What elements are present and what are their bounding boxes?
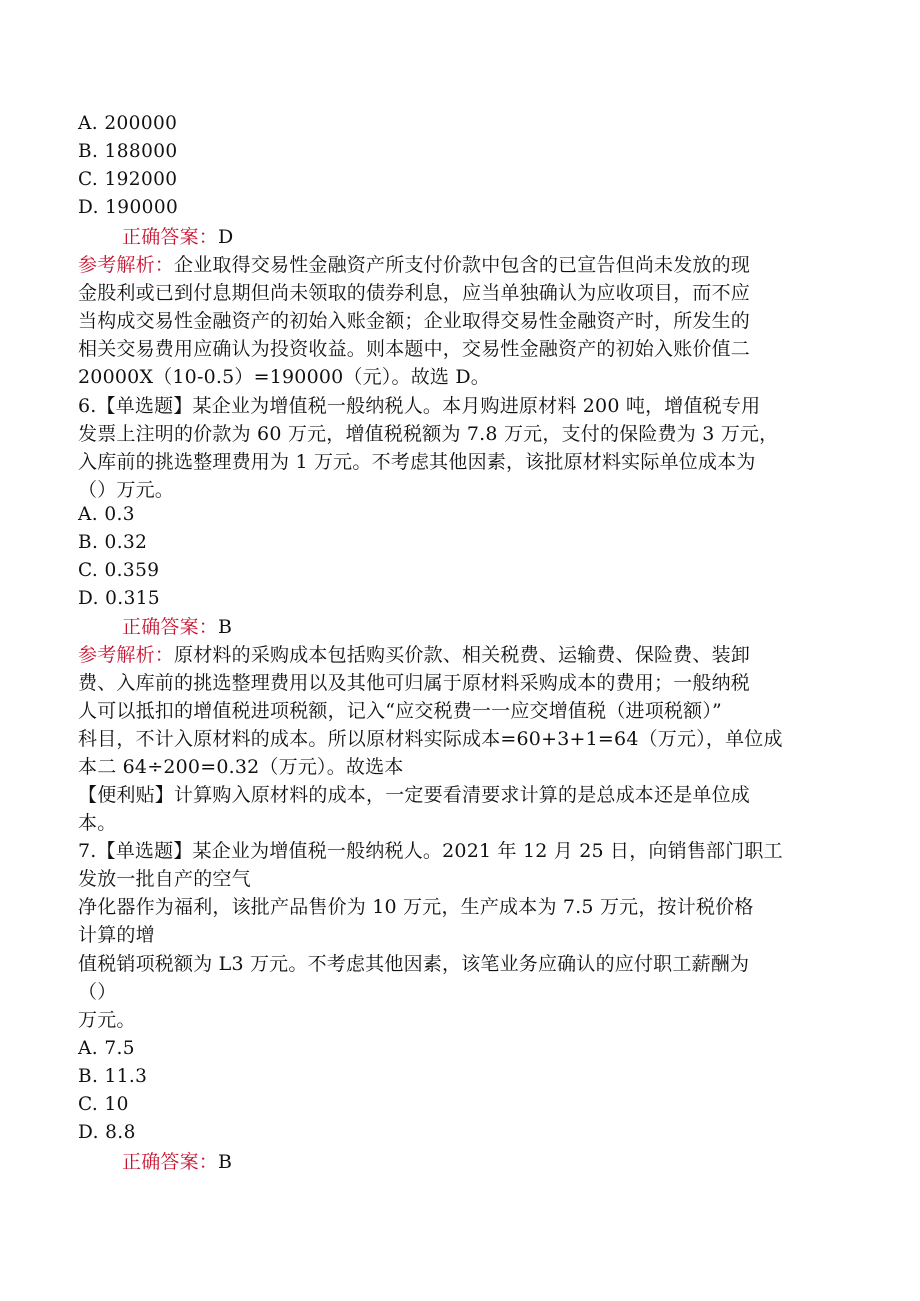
q6-tip-line-2: 本。 xyxy=(78,812,117,834)
q6-option-b: B. 0.32 xyxy=(78,532,148,553)
q6-question-line-3: 入库前的挑选整理费用为 1 万元。不考虑其他因素，该批原材料实际单位成本为 xyxy=(78,451,756,473)
q6-question-line-1: 6.【单选题】某企业为增值税一般纳税人。本月购进原材料 200 吨，增值税专用 xyxy=(78,395,761,417)
q7-option-a: A. 7.5 xyxy=(78,1038,135,1059)
q7-answer xyxy=(122,1150,232,1174)
q7-question-line-2: 发放一批自产的空气 xyxy=(78,868,251,890)
q5-analysis-line-4: 相关交易费用应确认为投资收益。则本题中，交易性金融资产的初始入账价值二 xyxy=(78,338,751,360)
q5-analysis-line-5: 20000X（10-0.5）=190000（元）。故选 D。 xyxy=(78,366,491,388)
q5-answer xyxy=(122,225,233,249)
q6-analysis-label: 参考解析： xyxy=(78,644,175,666)
q6-answer xyxy=(122,615,232,639)
q6-tip-line-1: 【便利贴】计算购入原材料的成本，一定要看清要求计算的是总成本还是单位成 xyxy=(78,784,751,806)
q7-option-b: B. 11.3 xyxy=(78,1066,148,1087)
q5-analysis-line-1 xyxy=(78,253,750,277)
q6-analysis-line-3: 人可以抵扣的增值税进项税额，记入“应交税费一一应交增值税（进项税额）” xyxy=(78,700,722,722)
q7-question-line-4: 计算的增 xyxy=(78,924,155,946)
q6-answer-label: 正确答案： xyxy=(122,616,219,638)
q6-analysis-line-1 xyxy=(78,643,750,667)
q7-question-line-3: 净化器作为福利，该批产品售价为 10 万元，生产成本为 7.5 万元，按计税价格 xyxy=(78,896,754,918)
q6-analysis-text-1: 原材料的采购成本包括购买价款、相关税费、运输费、保险费、装卸 xyxy=(174,644,751,666)
q6-answer-value: B xyxy=(218,616,233,638)
q6-question-line-2: 发票上注明的价款为 60 万元，增值税税额为 7.8 万元，支付的保险费为 3 万元， xyxy=(78,423,779,445)
q7-question-line-1: 7.【单选题】某企业为增值税一般纳税人。2021 年 12 月 25 日，向销售部门职工 xyxy=(78,840,783,862)
q5-answer-value: D xyxy=(218,226,234,248)
q5-option-d: D. 190000 xyxy=(78,197,179,218)
q7-option-c: C. 10 xyxy=(78,1094,129,1115)
q6-analysis-line-2: 费、入库前的挑选整理费用以及其他可归属于原材料采购成本的费用；一般纳税 xyxy=(78,672,751,694)
q6-option-a: A. 0.3 xyxy=(78,504,135,525)
q5-analysis-text-1: 企业取得交易性金融资产所支付价款中包含的已宣告但尚未发放的现 xyxy=(174,254,751,276)
q6-analysis-line-5: 本二 64÷200=0.32（万元）。故选本 xyxy=(78,756,404,778)
q5-analysis-line-3: 当构成交易性金融资产的初始入账金额；企业取得交易性金融资产时，所发生的 xyxy=(78,310,751,332)
q5-option-a: A. 200000 xyxy=(78,113,178,134)
q5-answer-label: 正确答案： xyxy=(122,226,219,248)
q7-answer-label: 正确答案： xyxy=(122,1151,219,1173)
q5-analysis-line-2: 金股利或已到付息期但尚未领取的债券利息，应当单独确认为应收项目，而不应 xyxy=(78,282,751,304)
q7-question-line-7: 万元。 xyxy=(78,1009,136,1031)
q7-question-line-6: （） xyxy=(78,981,117,1003)
q7-question-line-5: 值税销项税额为 L3 万元。不考虑其他因素，该笔业务应确认的应付职工薪酬为 xyxy=(78,953,750,975)
q6-analysis-line-4: 科目，不计入原材料的成本。所以原材料实际成本=60+3+1=64（万元），单位成 xyxy=(78,728,783,750)
q6-option-d: D. 0.315 xyxy=(78,588,161,609)
q5-option-b: B. 188000 xyxy=(78,141,178,162)
q5-option-c: C. 192000 xyxy=(78,169,178,190)
q7-option-d: D. 8.8 xyxy=(78,1122,136,1143)
q6-option-c: C. 0.359 xyxy=(78,560,160,581)
q5-analysis-label: 参考解析： xyxy=(78,254,175,276)
q7-answer-value: B xyxy=(218,1151,233,1173)
q6-question-line-4: （）万元。 xyxy=(78,479,175,501)
